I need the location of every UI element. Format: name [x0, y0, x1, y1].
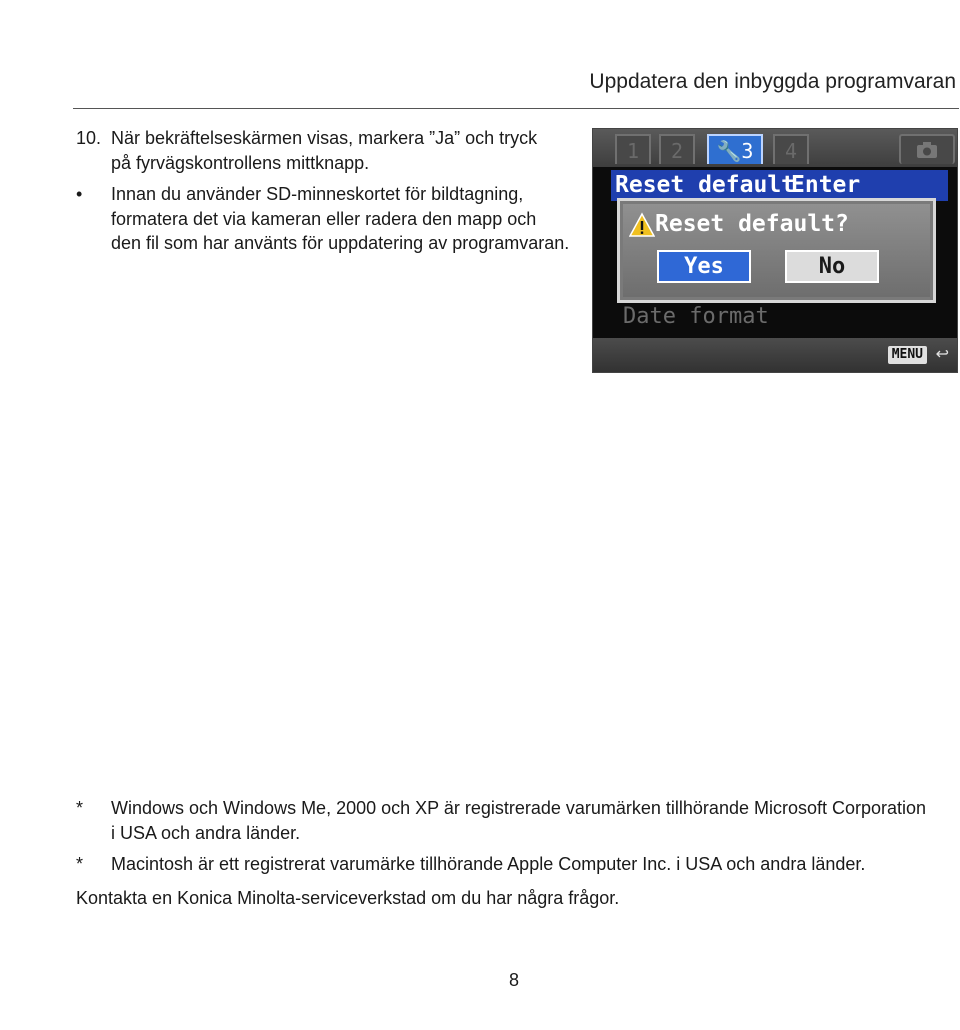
footnote-marker-1: * — [76, 798, 84, 818]
menu-row-label: Reset default — [615, 172, 796, 198]
camera-tab-bar — [593, 129, 957, 167]
step-text: När bekräftelseskärmen visas, markera ”Ja” och tryck på fyrvägskontrollens mittknapp. — [111, 128, 538, 173]
step-number: 10. — [76, 128, 102, 148]
return-arrow-icon: ↩ — [935, 346, 949, 363]
yes-button: Yes — [657, 250, 751, 283]
menu-row-date-format: Date format — [623, 304, 769, 329]
camera-tab-2: 2 — [659, 134, 695, 164]
dialog-question: Reset default? — [655, 211, 849, 237]
camera-footer-bar — [593, 338, 957, 372]
camera-tab-3-active — [707, 134, 763, 164]
page-number: 8 — [509, 970, 520, 990]
menu-row-value: Enter — [791, 172, 861, 198]
warning-icon — [629, 212, 655, 238]
footnote-marker-2: * — [76, 854, 84, 874]
contact-note: Kontakta en Konica Minolta-serviceverkstad om du har några frågor. — [76, 888, 620, 908]
camera-icon — [899, 134, 955, 164]
camera-tab-4: 4 — [773, 134, 809, 164]
header-divider — [73, 108, 959, 109]
camera-tab-1: 1 — [615, 134, 651, 164]
page-header-title: Uppdatera den inbyggda programvaran — [589, 70, 956, 93]
bullet-symbol: • — [76, 184, 83, 204]
bullet-text: Innan du använder SD-minneskortet för bildtagning, formatera det via kameran eller radera den mapp och den fil som har använts för uppdatering av programvaran. — [111, 184, 570, 253]
camera-tab-3-label: 3 — [741, 139, 754, 163]
no-button: No — [785, 250, 879, 283]
menu-badge: MENU — [888, 346, 927, 364]
camera-screen-image — [592, 128, 958, 373]
wrench-icon: 🔧 — [716, 139, 742, 163]
footnote-text-1: Windows och Windows Me, 2000 och XP är registrerade varumärken tillhörande Microsoft Corporation i USA och andra länder. — [111, 798, 927, 843]
footnote-text-2: Macintosh är ett registrerat varumärke tillhörande Apple Computer Inc. i USA och andra länder. — [111, 854, 866, 874]
